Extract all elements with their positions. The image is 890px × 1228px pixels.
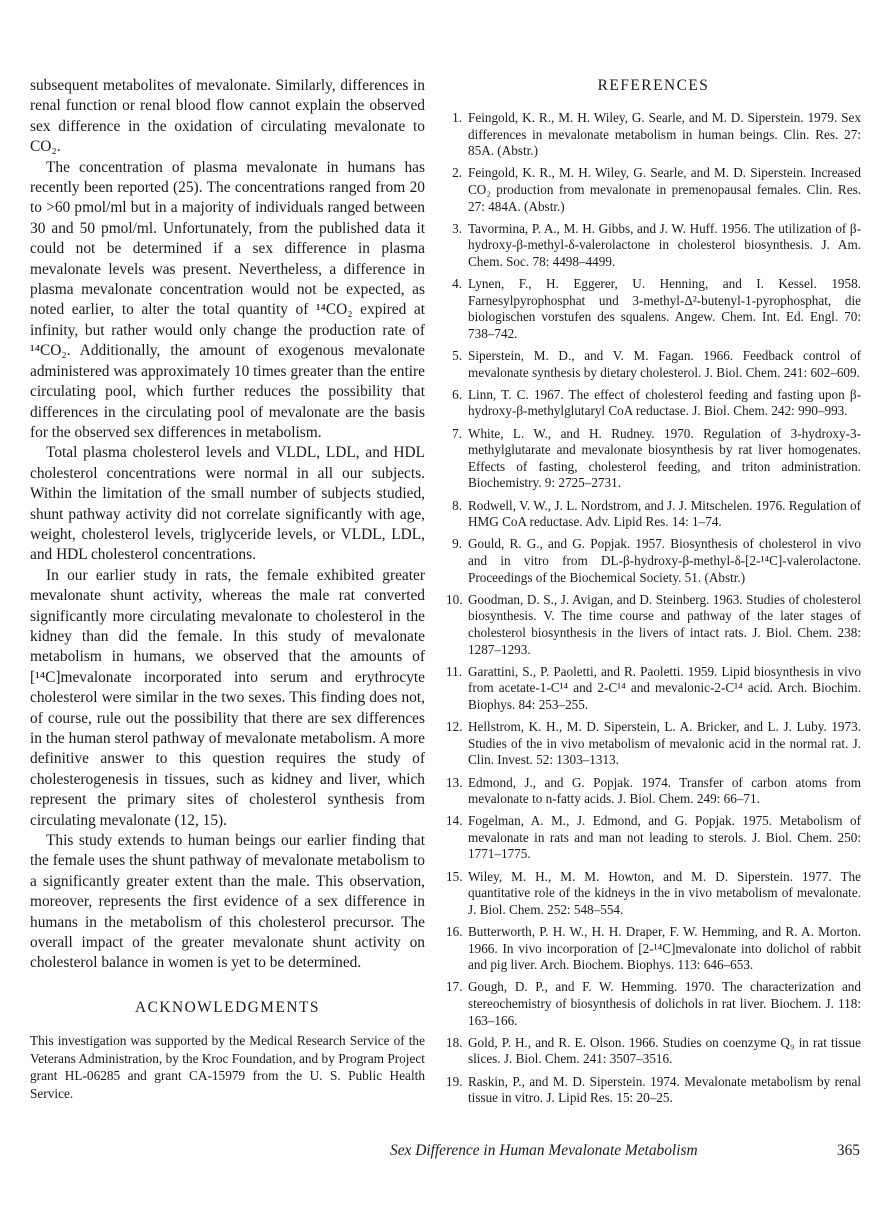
references-column: [446, 76, 861, 1112]
reference-number: 6.: [452, 386, 462, 402]
reference-text: Garattini, S., P. Paoletti, and R. Paoletti. 1959. Lipid biosynthesis in vivo from acetate-1-C¹⁴ and 2-C¹⁴ and mevalonic-2-C¹⁴ acid. Arch. Biochim. Biophys. 84: 253–255.: [468, 663, 861, 712]
reference-text: Tavormina, P. A., M. H. Gibbs, and J. W. Huff. 1956. The utilization of β-hydroxy-β-methyl-δ-valerolactone in cholesterol biosynthesis. J. Am. Chem. Soc. 78: 4498–4499.: [468, 220, 861, 269]
reference-item: [446, 719, 861, 769]
acknowledgments-heading: ACKNOWLEDGMENTS: [135, 998, 320, 1016]
reference-item: [446, 1074, 861, 1107]
reference-text: Edmond, J., and G. Popjak. 1974. Transfer of carbon atoms from mevalonate to n-fatty acids. J. Biol. Chem. 249: 66–71.: [468, 774, 861, 807]
reference-number: 9.: [452, 536, 462, 552]
body-paragraph: Total plasma cholesterol levels and VLDL, LDL, and HDL cholesterol concentrations were normal in all our subjects. Within the limitation of the small number of subjects studied, shunt pathway activity did not correlate significantly with age, weight, cholesterol levels, triglyceride levels, or VLDL, LDL, and HDL cholesterol concentrations.: [30, 444, 425, 564]
reference-item: [446, 664, 861, 714]
reference-item: [446, 387, 861, 420]
reference-item: [446, 813, 861, 863]
reference-text: Lynen, F., H. Eggerer, U. Henning, and I. Kessel. 1958. Farnesylpyrophosphat und 3-methyl-Δ²-butenyl-1-pyrophosphat, die biologischen vorstufen des squalens. Angew. Chem. Int. Ed. Engl. 70: 738–742.: [468, 276, 861, 341]
reference-item: [446, 221, 861, 271]
reference-number: 11.: [446, 663, 462, 679]
reference-text: White, L. W., and H. Rudney. 1970. Regulation of 3-hydroxy-3-methylglutarate and mevalonate biosynthesis by rat liver homogenates. Effects of fasting, cholesterol feeding, and triton administration. Biochemistry. 9: 2725–2731.: [468, 425, 861, 491]
reference-item: [446, 924, 861, 974]
reference-number: 12.: [446, 719, 463, 735]
reference-item: [446, 110, 861, 160]
reference-number: 4.: [452, 276, 462, 292]
reference-number: 1.: [452, 110, 462, 125]
reference-number: 2.: [452, 165, 462, 181]
reference-item: [446, 1035, 861, 1068]
reference-number: 10.: [446, 591, 463, 607]
reference-item: [446, 498, 861, 531]
reference-number: 14.: [446, 813, 463, 829]
body-paragraph: In our earlier study in rats, the female exhibited greater mevalonate shunt activity, whereas the male rat converted significantly more circulating mevalonate to cholesterol in the kidney than did the female. In this study of mevalonate metabolism in humans, we observed that the amounts of [¹⁴C]mevalonate incorporated into serum and erythrocyte cholesterol were similar in the two sexes. This finding does not, of course, rule out the possibility that there are sex differences in the human sterol pathway of mevalonate metabolism. A more definitive answer to this question requires the study of cholesterogenesis in tissues, such as kidney and liver, which represent the primary sites of cholesterol synthesis from circulating mevalonate (12, 15).: [30, 566, 425, 829]
reference-text: Wiley, M. H., M. M. Howton, and M. D. Siperstein. 1977. The quantitative role of the kidneys in the in vivo metabolism of mevalonate. J. Biol. Chem. 252: 548–554.: [468, 868, 861, 917]
reference-text: Goodman, D. S., J. Avigan, and D. Steinberg. 1963. Studies of cholesterol biosynthesis. V. The time course and pathway of the later stages of cholesterol biosynthesis in the livers of intact rats. J. Biol. Chem. 238: 1287–1293.: [468, 591, 861, 657]
left-column: [30, 76, 425, 1103]
reference-text: Gold, P. H., and R. E. Olson. 1966. Studies on coenzyme Q₉ in rat tissue slices. J. Biol. Chem. 241: 3507–3516.: [468, 1034, 861, 1067]
reference-number: 8.: [452, 497, 462, 513]
reference-number: 16.: [446, 924, 463, 940]
reference-item: [446, 348, 861, 381]
reference-number: 3.: [452, 220, 462, 236]
reference-text: Feingold, K. R., M. H. Wiley, G. Searle, and M. D. Siperstein. Increased CO₂ production from mevalonate in premenopausal females. Clin. Res. 27: 484A. (Abstr.): [468, 165, 861, 214]
references-heading: REFERENCES: [597, 77, 710, 94]
reference-item: [446, 979, 861, 1029]
reference-text: Feingold, K. R., M. H. Wiley, G. Searle, and M. D. Siperstein. 1979. Sex differences in mevalonate metabolism in human beings. Clin. Res. 27: 85A. (Abstr.): [468, 110, 861, 159]
reference-text: Rodwell, V. W., J. L. Nordstrom, and J. J. Mitschelen. 1976. Regulation of HMG CoA reductase. Adv. Lipid Res. 14: 1–74.: [468, 497, 861, 530]
reference-text: Butterworth, P. H. W., H. H. Draper, F. W. Hemming, and R. A. Morton. 1966. In vivo incorporation of [2-¹⁴C]mevalonate into dolichol of rabbit and pig liver. Arch. Biochem. Biophys. 113: 646–653.: [468, 924, 861, 973]
reference-text: Hellstrom, K. H., M. D. Siperstein, L. A. Bricker, and L. J. Luby. 1973. Studies of the in vivo metabolism of mevalonic acid in the normal rat. J. Clin. Invest. 52: 1303–1313.: [468, 719, 861, 768]
reference-text: Linn, T. C. 1967. The effect of cholesterol feeding and fasting upon β-hydroxy-β-methylglutaryl CoA reductase. J. Biol. Chem. 242: 990–993.: [468, 386, 861, 419]
reference-text: Fogelman, A. M., J. Edmond, and G. Popjak. 1975. Metabolism of mevalonate in rats and man not leading to sterols. J. Biol. Chem. 250: 1771–1775.: [468, 813, 861, 862]
running-title: Sex Difference in Human Mevalonate Metabolism: [390, 1142, 698, 1159]
reference-item: [446, 276, 861, 342]
reference-number: 7.: [452, 425, 462, 441]
reference-item: [446, 426, 861, 492]
reference-text: Siperstein, M. D., and V. M. Fagan. 1966. Feedback control of mevalonate synthesis by dietary cholesterol. J. Biol. Chem. 241: 602–609.: [468, 348, 861, 380]
reference-text: Gould, R. G., and G. Popjak. 1957. Biosynthesis of cholesterol in vivo and in vitro from DL-β-hydroxy-β-methyl-δ-[2-¹⁴C]-valerolactone. Proceedings of the Biochemical Society. 51. (Abstr.): [468, 536, 861, 585]
page-number: 365: [836, 1142, 860, 1159]
body-paragraph: The concentration of plasma mevalonate in humans has recently been reported (25). The concentrations ranged from 20 to >60 pmol/ml but in a majority of individuals ranged between 30 and 50 pmol/ml. Unfortunately, from the published data it could not be determined if a sex difference in plasma mevalonate levels was present. Nevertheless, a difference in plasma mevalonate concentration would not be expected, as noted earlier, to alter the total quantity of ¹⁴CO₂ expired at infinity, but rather would only change the production rate of ¹⁴CO₂. Additionally, the amount of exogenous mevalonate administered was approximately 10 times greater than the entire circulating pool, which further reduces the possibility that differences in the circulating pool of mevalonate are the basis for the observed sex differences in metabolism.: [30, 158, 425, 441]
reference-item: [446, 536, 861, 586]
reference-item: [446, 165, 861, 215]
reference-number: 13.: [446, 774, 463, 790]
reference-list: [446, 110, 861, 1107]
reference-item: [446, 869, 861, 919]
reference-number: 17.: [446, 979, 463, 995]
reference-text: Raskin, P., and M. D. Siperstein. 1974. Mevalonate metabolism by renal tissue in vitro. J. Lipid Res. 15: 20–25.: [468, 1073, 861, 1106]
body-paragraph: This study extends to human beings our earlier finding that the female uses the shunt pathway of mevalonate metabolism to a significantly greater extent than the male. This observation, moreover, represents the first evidence of a sex difference in humans in the metabolism of this cholesterol precursor. The overall impact of the greater mevalonate shunt activity on cholesterol balance in women is yet to be determined.: [30, 832, 425, 972]
reference-number: 18.: [446, 1034, 463, 1050]
reference-item: [446, 775, 861, 808]
reference-text: Gough, D. P., and F. W. Hemming. 1970. The characterization and stereochemistry of biosynthesis of dolichols in rat liver. Biochem. J. 118: 163–166.: [468, 979, 861, 1028]
reference-number: 15.: [446, 868, 463, 884]
page-footer: [390, 1142, 860, 1160]
reference-item: [446, 592, 861, 658]
body-paragraph: subsequent metabolites of mevalonate. Similarly, differences in renal function or renal blood flow cannot explain the observed sex difference in the oxidation of circulating mevalonate to CO₂.: [30, 77, 425, 156]
reference-number: 5.: [452, 348, 462, 364]
acknowledgments-text: This investigation was supported by the Medical Research Service of the Veterans Administration, by the Kroc Foundation, and by Program Project grant HL-06285 and grant CA-15979 from the U. S. Public Health Service.: [30, 1033, 425, 1102]
reference-number: 19.: [446, 1073, 463, 1089]
